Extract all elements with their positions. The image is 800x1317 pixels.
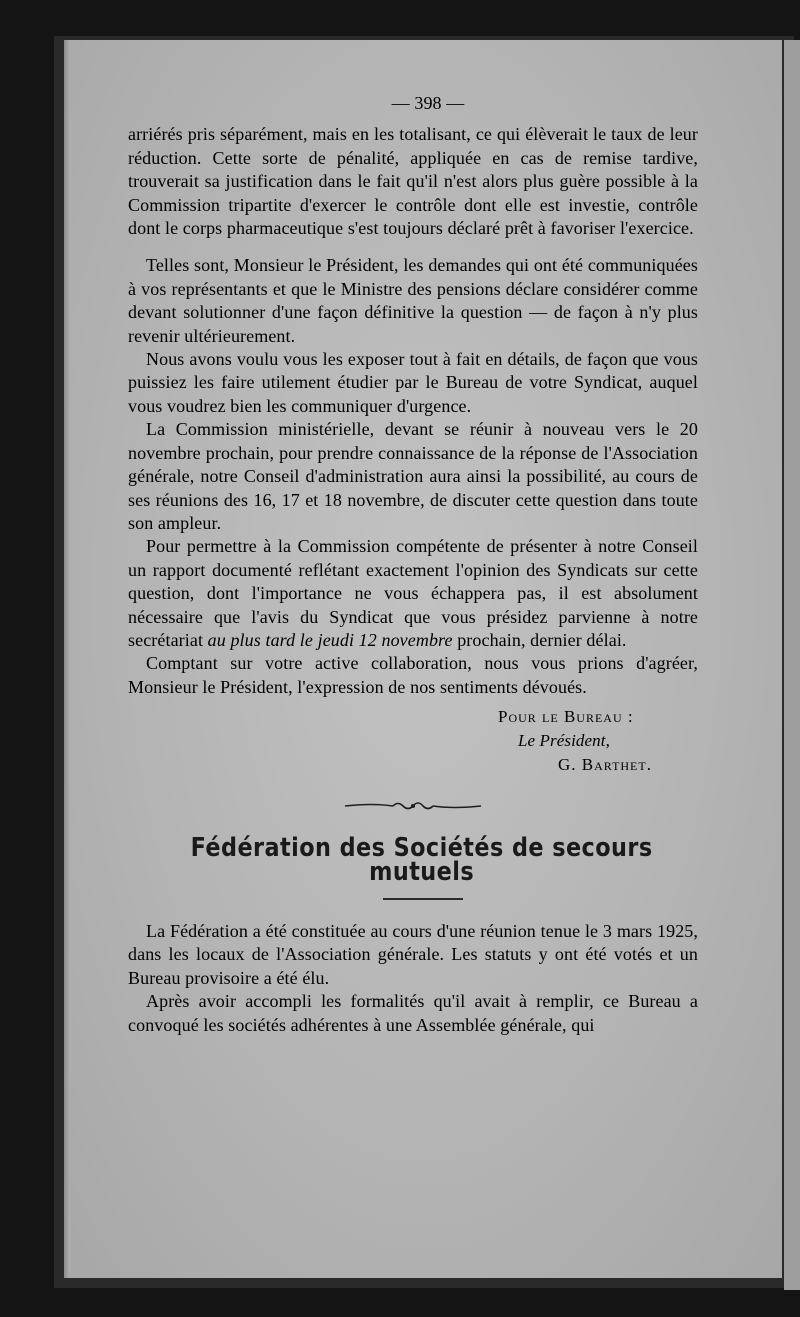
paragraph-commission: La Commission ministérielle, devant se réunir à nouveau vers le 20 novembre prochain, pour prendre connaissance de la réponse de l'Association générale, notre Conseil d'administration aura ainsi la possibilité, au cours de ses réunions des 16, 17 et 18 novembre, de discuter cette question dans toute son ampleur. <box>128 419 698 533</box>
signature-block <box>128 705 698 777</box>
deadline-date-emphasis: au plus tard le jeudi 12 novembre <box>207 629 453 650</box>
paragraph-demands: Telles sont, Monsieur le Président, les demandes qui ont été communiquées à vos représentants et que le Ministre des pensions déclare considérer comme devant solutionner d'une façon définitive la question — de façon à n'y plus revenir ultérieurement. <box>128 255 698 346</box>
page-gutter <box>64 40 70 1278</box>
page-content <box>128 92 698 1037</box>
section-heading: Fédération des Sociétés de secours mutuels <box>190 833 653 887</box>
heading-rule <box>383 898 463 900</box>
paragraph-deadline <box>128 535 698 652</box>
deadline-text-end: prochain, dernier délai. <box>452 629 627 650</box>
signature-for-bureau: Pour le Bureau : <box>498 707 634 727</box>
paragraph-closing: Comptant sur votre active collaboration, nous vous prions d'agréer, Monsieur le Président, l'expression de nos sentiments dévoués. <box>128 653 698 697</box>
deadline-text-start: Pour permettre à la Commission compétente de présenter à notre Conseil un rapport documenté reflétant exactement l'opinion des Syndicats sur cette question, dont l'importance ne vous échappera pas, il est absolument nécessaire que l'avis du Syndicat que vous présidez parvienne à notre secrétariat <box>128 536 698 650</box>
section-paragraph-constitution: La Fédération a été constituée au cours d'une réunion tenue le 3 mars 1925, dans les locaux de l'Association générale. Les statuts y ont été votés et un Bureau provisoire a été élu. <box>128 920 698 988</box>
signature-name: G. Barthet. <box>558 755 652 775</box>
paragraph-details: Nous avons voulu vous les exposer tout à fait en détails, de façon que vous puissiez les faire utilement étudier par le Bureau de votre Syndicat, auquel vous voudrez bien les communiquer d'urgence. <box>128 349 698 416</box>
signature-title: Le Président, <box>518 731 610 751</box>
section-paragraph-assembly: Après avoir accompli les formalités qu'il avait à remplir, ce Bureau a convoqué les sociétés adhérentes à une Assemblée générale, qui <box>128 991 698 1035</box>
adjacent-page-edge <box>784 40 800 1290</box>
page-number: — 398 — <box>391 93 465 113</box>
ornament-divider <box>343 799 483 813</box>
paragraph-continuation: arriérés pris séparément, mais en les totalisant, ce qui élèverait le taux de leur réduction. Cette sorte de pénalité, appliquée en cas de remise tardive, trouverait sa justification dans le fait qu'il n'est alors plus guère possible à la Commission tripartite d'exercer le contrôle dont elle est investie, contrôle dont le corps pharmaceutique s'est toujours déclaré prêt à favoriser l'exercice. <box>128 124 698 239</box>
